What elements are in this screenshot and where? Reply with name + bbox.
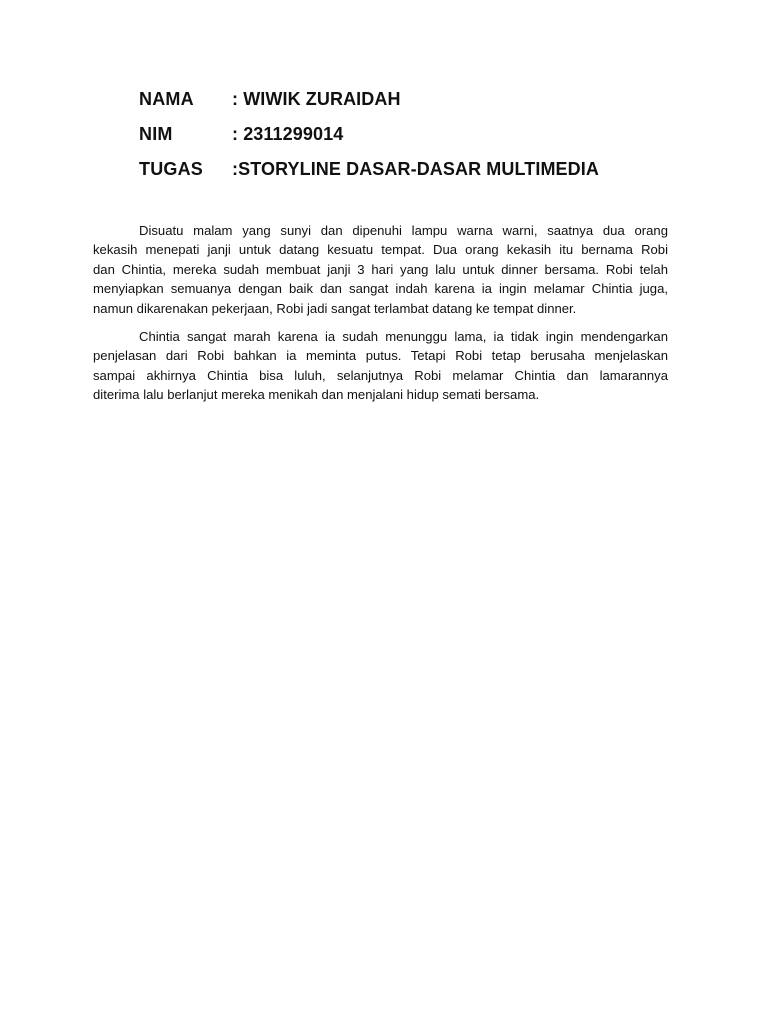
story-body xyxy=(93,221,668,414)
story-line: menyiapkan semuanya dengan baik dan sangat indah karena ia ingin melamar Chintia juga, xyxy=(93,281,668,297)
nama-value: : WIWIK ZURAIDAH xyxy=(232,89,401,109)
story-paragraph-2 xyxy=(93,327,668,405)
nim-label: NIM xyxy=(139,124,173,144)
info-row-nama xyxy=(139,86,599,121)
story-line: penjelasan dari Robi bahkan ia meminta putus. Tetapi Robi tetap berusaha menjelaskan xyxy=(93,348,668,364)
nim-value: : 2311299014 xyxy=(232,124,344,144)
story-line: kekasih menepati janji untuk datang kesuatu tempat. Dua orang kekasih itu bernama Robi xyxy=(93,242,668,258)
story-line: namun dikarenakan pekerjaan, Robi jadi sangat terlambat datang ke tempat dinner. xyxy=(93,300,577,316)
story-line: diterima lalu berlanjut mereka menikah dan menjalani hidup semati bersama. xyxy=(93,387,540,403)
nama-label: NAMA xyxy=(139,89,194,109)
tugas-value: :STORYLINE DASAR-DASAR MULTIMEDIA xyxy=(232,159,599,179)
story-line: sampai akhirnya Chintia bisa luluh, selanjutnya Robi melamar Chintia dan lamarannya xyxy=(93,367,668,383)
info-row-tugas xyxy=(139,156,599,191)
story-paragraph-1 xyxy=(93,221,668,318)
info-row-nim xyxy=(139,121,599,156)
story-line: Disuatu malam yang sunyi dan dipenuhi lampu warna warni, saatnya dua orang xyxy=(139,223,668,238)
tugas-label: TUGAS xyxy=(139,159,203,179)
story-line: Chintia sangat marah karena ia sudah menunggu lama, ia tidak ingin mendengarkan xyxy=(139,329,668,345)
story-line: dan Chintia, mereka sudah membuat janji 3 hari yang lalu untuk dinner bersama. Robi telah xyxy=(93,261,668,277)
student-info-block xyxy=(139,86,599,191)
